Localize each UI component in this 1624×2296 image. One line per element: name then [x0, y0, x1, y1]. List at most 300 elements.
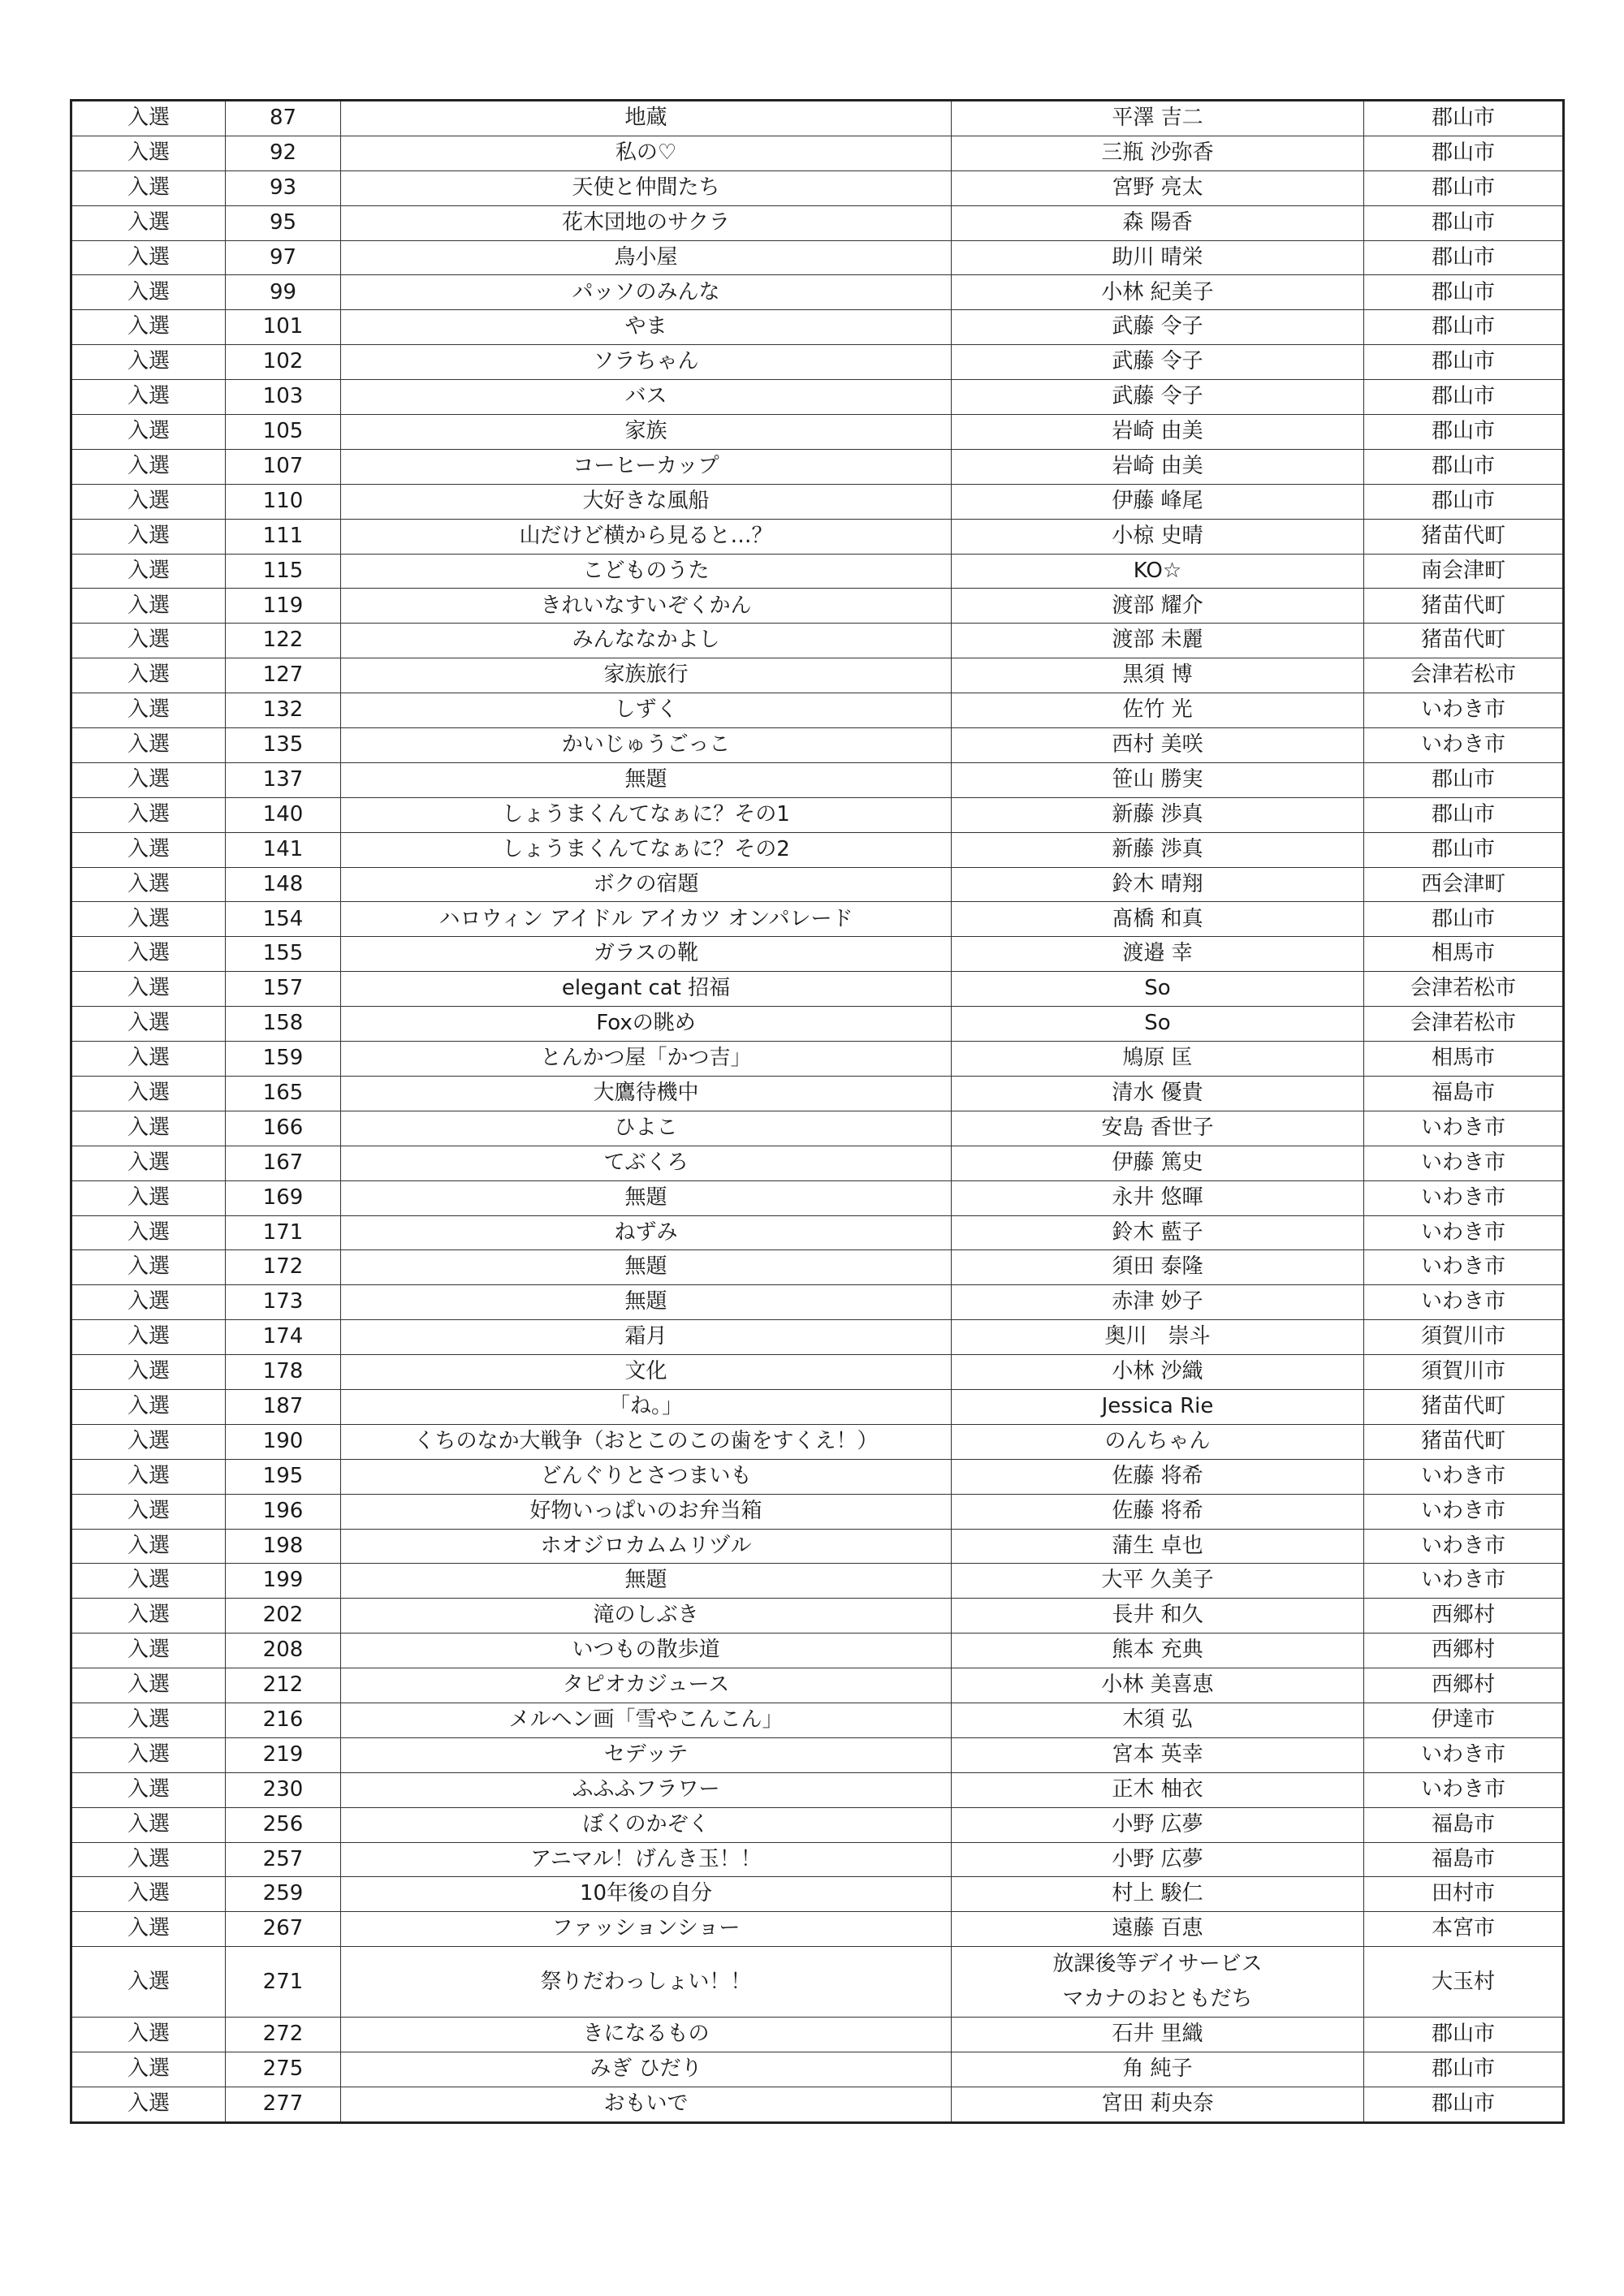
- title-cell: ソラちゃん: [341, 345, 952, 380]
- artist-name-cell: 赤津 妙子: [952, 1285, 1364, 1320]
- artist-name-cell: 佐藤 将希: [952, 1459, 1364, 1494]
- award-cell: 入選: [71, 1564, 226, 1599]
- title-cell: 大好きな風船: [341, 484, 952, 519]
- table-row: [71, 902, 1564, 937]
- city-cell: 相馬市: [1364, 937, 1564, 972]
- city-cell: いわき市: [1364, 1111, 1564, 1146]
- artist-name-cell: 宮野 亮太: [952, 170, 1364, 205]
- award-cell: 入選: [71, 1111, 226, 1146]
- artist-name-cell: 武藤 令子: [952, 345, 1364, 380]
- city-cell: 猪苗代町: [1364, 519, 1564, 554]
- table-row: [71, 1042, 1564, 1077]
- award-cell: 入選: [71, 240, 226, 275]
- table-row: [71, 240, 1564, 275]
- entry-number-cell: 140: [226, 797, 341, 832]
- city-cell: 須賀川市: [1364, 1320, 1564, 1355]
- award-cell: 入選: [71, 1947, 226, 2018]
- artist-name-cell: 小野 広夢: [952, 1807, 1364, 1842]
- artist-name-cell: のんちゃん: [952, 1424, 1364, 1459]
- award-cell: 入選: [71, 1634, 226, 1668]
- entry-number-cell: 259: [226, 1877, 341, 1912]
- title-cell: 花木団地のサクラ: [341, 205, 952, 240]
- city-cell: 福島市: [1364, 1807, 1564, 1842]
- city-cell: いわき市: [1364, 1180, 1564, 1215]
- entry-number-cell: 272: [226, 2018, 341, 2052]
- artist-name-cell: 森 陽香: [952, 205, 1364, 240]
- artist-name-cell: 蒲生 卓也: [952, 1529, 1364, 1564]
- table-row: [71, 554, 1564, 589]
- artist-name-cell: KO☆: [952, 554, 1364, 589]
- title-cell: 無題: [341, 1564, 952, 1599]
- award-cell: 入選: [71, 972, 226, 1007]
- entry-number-cell: 102: [226, 345, 341, 380]
- artist-name-cell: 岩崎 由美: [952, 449, 1364, 484]
- title-cell: とんかつ屋「かつ吉」: [341, 1042, 952, 1077]
- city-cell: いわき市: [1364, 728, 1564, 763]
- award-cell: 入選: [71, 1076, 226, 1111]
- city-cell: いわき市: [1364, 1285, 1564, 1320]
- title-cell: 「ね。」: [341, 1389, 952, 1424]
- table-row: [71, 589, 1564, 624]
- title-cell: パッソのみんな: [341, 275, 952, 310]
- award-cell: 入選: [71, 1250, 226, 1285]
- table-row: [71, 1877, 1564, 1912]
- award-cell: 入選: [71, 1877, 226, 1912]
- table-row: [71, 658, 1564, 693]
- award-results-table: [70, 99, 1565, 2124]
- entry-number-cell: 110: [226, 484, 341, 519]
- title-cell: 家族: [341, 415, 952, 450]
- entry-number-cell: 154: [226, 902, 341, 937]
- artist-name-cell: 小野 広夢: [952, 1842, 1364, 1877]
- award-cell: 入選: [71, 101, 226, 136]
- entry-number-cell: 172: [226, 1250, 341, 1285]
- award-cell: 入選: [71, 170, 226, 205]
- entry-number-cell: 167: [226, 1146, 341, 1180]
- entry-number-cell: 103: [226, 380, 341, 415]
- table-row: [71, 867, 1564, 902]
- table-row: [71, 275, 1564, 310]
- city-cell: いわき市: [1364, 1529, 1564, 1564]
- city-cell: 郡山市: [1364, 240, 1564, 275]
- table-row: [71, 1703, 1564, 1737]
- city-cell: 会津若松市: [1364, 1007, 1564, 1042]
- title-cell: ガラスの靴: [341, 937, 952, 972]
- award-cell: 入選: [71, 1146, 226, 1180]
- city-cell: 郡山市: [1364, 170, 1564, 205]
- artist-name-cell: Jessica Rie: [952, 1389, 1364, 1424]
- award-cell: 入選: [71, 1355, 226, 1390]
- title-cell: きになるもの: [341, 2018, 952, 2052]
- table-row: [71, 1459, 1564, 1494]
- city-cell: 郡山市: [1364, 345, 1564, 380]
- city-cell: 郡山市: [1364, 101, 1564, 136]
- city-cell: 本宮市: [1364, 1912, 1564, 1947]
- award-cell: 入選: [71, 449, 226, 484]
- title-cell: ファッションショー: [341, 1912, 952, 1947]
- artist-name-cell: [952, 1947, 1364, 2018]
- table-row: [71, 1389, 1564, 1424]
- artist-name-cell: 小林 沙織: [952, 1355, 1364, 1390]
- entry-number-cell: 119: [226, 589, 341, 624]
- award-cell: 入選: [71, 1737, 226, 1772]
- entry-number-cell: 159: [226, 1042, 341, 1077]
- table-row: [71, 1320, 1564, 1355]
- entry-number-cell: 169: [226, 1180, 341, 1215]
- artist-name-cell: 新藤 渉真: [952, 832, 1364, 867]
- award-cell: 入選: [71, 728, 226, 763]
- artist-name-cell: 笹山 勝実: [952, 762, 1364, 797]
- artist-name-cell: 鈴木 藍子: [952, 1215, 1364, 1250]
- city-cell: いわき市: [1364, 1737, 1564, 1772]
- award-cell: 入選: [71, 624, 226, 658]
- title-cell: 大鷹待機中: [341, 1076, 952, 1111]
- entry-number-cell: 196: [226, 1494, 341, 1529]
- award-cell: 入選: [71, 1494, 226, 1529]
- title-cell: 無題: [341, 1180, 952, 1215]
- table-row: [71, 1772, 1564, 1807]
- city-cell: 郡山市: [1364, 762, 1564, 797]
- table-row: [71, 2018, 1564, 2052]
- artist-name-cell: 熊本 充典: [952, 1634, 1364, 1668]
- artist-name-cell: 角 純子: [952, 2052, 1364, 2087]
- title-cell: 私の♡: [341, 136, 952, 170]
- entry-number-cell: 202: [226, 1599, 341, 1634]
- award-cell: 入選: [71, 762, 226, 797]
- title-cell: 鳥小屋: [341, 240, 952, 275]
- award-cell: 入選: [71, 554, 226, 589]
- entry-number-cell: 97: [226, 240, 341, 275]
- title-cell: 無題: [341, 1250, 952, 1285]
- city-cell: 郡山市: [1364, 902, 1564, 937]
- table-row: [71, 1564, 1564, 1599]
- title-cell: やま: [341, 310, 952, 345]
- award-cell: 入選: [71, 1007, 226, 1042]
- table-row: [71, 101, 1564, 136]
- entry-number-cell: 171: [226, 1215, 341, 1250]
- table-row: [71, 1076, 1564, 1111]
- table-row: [71, 415, 1564, 450]
- entry-number-cell: 122: [226, 624, 341, 658]
- artist-name-cell: 大平 久美子: [952, 1564, 1364, 1599]
- title-cell: タピオカジュース: [341, 1668, 952, 1703]
- title-cell: ぼくのかぞく: [341, 1807, 952, 1842]
- city-cell: 郡山市: [1364, 310, 1564, 345]
- entry-number-cell: 267: [226, 1912, 341, 1947]
- table-row: [71, 762, 1564, 797]
- title-cell: Foxの眺め: [341, 1007, 952, 1042]
- artist-name-cell: So: [952, 1007, 1364, 1042]
- artist-name-cell: 佐藤 将希: [952, 1494, 1364, 1529]
- artist-name-cell: 遠藤 百恵: [952, 1912, 1364, 1947]
- city-cell: 郡山市: [1364, 205, 1564, 240]
- entry-number-cell: 230: [226, 1772, 341, 1807]
- artist-name-cell: 村上 駿仁: [952, 1877, 1364, 1912]
- entry-number-cell: 148: [226, 867, 341, 902]
- table-row: [71, 1215, 1564, 1250]
- award-cell: 入選: [71, 1042, 226, 1077]
- award-cell: 入選: [71, 867, 226, 902]
- entry-number-cell: 166: [226, 1111, 341, 1146]
- artist-name-cell: 三瓶 沙弥香: [952, 136, 1364, 170]
- award-cell: 入選: [71, 275, 226, 310]
- award-cell: 入選: [71, 1807, 226, 1842]
- award-cell: 入選: [71, 1320, 226, 1355]
- city-cell: 郡山市: [1364, 449, 1564, 484]
- award-cell: 入選: [71, 484, 226, 519]
- city-cell: 猪苗代町: [1364, 1424, 1564, 1459]
- artist-name-cell: 宮田 莉央奈: [952, 2087, 1364, 2122]
- entry-number-cell: 174: [226, 1320, 341, 1355]
- entry-number-cell: 155: [226, 937, 341, 972]
- table-row: [71, 1529, 1564, 1564]
- city-cell: いわき市: [1364, 1494, 1564, 1529]
- title-cell: アニマル！げんき玉！！: [341, 1842, 952, 1877]
- city-cell: 伊達市: [1364, 1703, 1564, 1737]
- table-row: [71, 1355, 1564, 1390]
- table-row: [71, 1947, 1564, 2018]
- city-cell: いわき市: [1364, 1459, 1564, 1494]
- award-cell: 入選: [71, 2018, 226, 2052]
- award-cell: 入選: [71, 1668, 226, 1703]
- city-cell: 郡山市: [1364, 484, 1564, 519]
- table-row: [71, 797, 1564, 832]
- artist-name-cell: 鳩原 匡: [952, 1042, 1364, 1077]
- table-row: [71, 1912, 1564, 1947]
- table-row: [71, 2052, 1564, 2087]
- award-cell: 入選: [71, 380, 226, 415]
- city-cell: 郡山市: [1364, 2052, 1564, 2087]
- award-cell: 入選: [71, 797, 226, 832]
- city-cell: 会津若松市: [1364, 658, 1564, 693]
- city-cell: 郡山市: [1364, 380, 1564, 415]
- city-cell: いわき市: [1364, 1146, 1564, 1180]
- city-cell: 西郷村: [1364, 1634, 1564, 1668]
- city-cell: 郡山市: [1364, 415, 1564, 450]
- artist-name-cell: 奥川 崇斗: [952, 1320, 1364, 1355]
- city-cell: 郡山市: [1364, 832, 1564, 867]
- entry-number-cell: 173: [226, 1285, 341, 1320]
- city-cell: 田村市: [1364, 1877, 1564, 1912]
- artist-name-cell: 渡邉 幸: [952, 937, 1364, 972]
- title-cell: みんななかよし: [341, 624, 952, 658]
- title-cell: 10年後の自分: [341, 1877, 952, 1912]
- award-cell: 入選: [71, 589, 226, 624]
- award-cell: 入選: [71, 937, 226, 972]
- artist-name-cell: 西村 美咲: [952, 728, 1364, 763]
- title-cell: きれいなすいぞくかん: [341, 589, 952, 624]
- city-cell: 大玉村: [1364, 1947, 1564, 2018]
- artist-name-cell: 佐竹 光: [952, 693, 1364, 728]
- artist-name-cell: 宮本 英幸: [952, 1737, 1364, 1772]
- award-cell: 入選: [71, 1389, 226, 1424]
- artist-name-line-2: マカナのおともだち: [1062, 1987, 1253, 2012]
- table-body: [71, 101, 1564, 2123]
- title-cell: ふふふフラワー: [341, 1772, 952, 1807]
- artist-name-cell: 伊藤 峰尾: [952, 484, 1364, 519]
- table-row: [71, 728, 1564, 763]
- table-row: [71, 136, 1564, 170]
- title-cell: しずく: [341, 693, 952, 728]
- entry-number-cell: 137: [226, 762, 341, 797]
- entry-number-cell: 101: [226, 310, 341, 345]
- table-row: [71, 380, 1564, 415]
- award-cell: 入選: [71, 1424, 226, 1459]
- award-cell: 入選: [71, 415, 226, 450]
- city-cell: 郡山市: [1364, 797, 1564, 832]
- entry-number-cell: 87: [226, 101, 341, 136]
- entry-number-cell: 198: [226, 1529, 341, 1564]
- title-cell: ボクの宿題: [341, 867, 952, 902]
- title-cell: ひよこ: [341, 1111, 952, 1146]
- artist-name-cell: 小林 美喜恵: [952, 1668, 1364, 1703]
- award-cell: 入選: [71, 1459, 226, 1494]
- title-cell: 無題: [341, 1285, 952, 1320]
- artist-name-cell: 清水 優貴: [952, 1076, 1364, 1111]
- title-cell: おもいで: [341, 2087, 952, 2122]
- artist-name-cell: 黒須 博: [952, 658, 1364, 693]
- title-cell: ハロウィン アイドル アイカツ オンパレード: [341, 902, 952, 937]
- artist-name-cell: 助川 晴栄: [952, 240, 1364, 275]
- artist-name-cell: 小林 紀美子: [952, 275, 1364, 310]
- entry-number-cell: 275: [226, 2052, 341, 2087]
- city-cell: いわき市: [1364, 1250, 1564, 1285]
- entry-number-cell: 105: [226, 415, 341, 450]
- table-row: [71, 1737, 1564, 1772]
- city-cell: 福島市: [1364, 1076, 1564, 1111]
- artist-name-line-1: 放課後等デイサービス: [1052, 1952, 1263, 1977]
- artist-name-cell: 伊藤 篤史: [952, 1146, 1364, 1180]
- table-row: [71, 693, 1564, 728]
- title-cell: しょうまくんてなぁに？その1: [341, 797, 952, 832]
- artist-name-cell: So: [952, 972, 1364, 1007]
- table-row: [71, 1634, 1564, 1668]
- city-cell: 猪苗代町: [1364, 589, 1564, 624]
- city-cell: 相馬市: [1364, 1042, 1564, 1077]
- artist-name-cell: 渡部 未麗: [952, 624, 1364, 658]
- city-cell: 郡山市: [1364, 2087, 1564, 2122]
- artist-name-cell: 小椋 史晴: [952, 519, 1364, 554]
- table-row: [71, 1424, 1564, 1459]
- artist-name-cell: 新藤 渉真: [952, 797, 1364, 832]
- title-cell: 山だけど横から見ると…？: [341, 519, 952, 554]
- entry-number-cell: 178: [226, 1355, 341, 1390]
- city-cell: 西郷村: [1364, 1599, 1564, 1634]
- title-cell: 地蔵: [341, 101, 952, 136]
- entry-number-cell: 190: [226, 1424, 341, 1459]
- award-cell: 入選: [71, 693, 226, 728]
- title-cell: 霜月: [341, 1320, 952, 1355]
- entry-number-cell: 92: [226, 136, 341, 170]
- title-cell: 文化: [341, 1355, 952, 1390]
- table-row: [71, 1668, 1564, 1703]
- entry-number-cell: 107: [226, 449, 341, 484]
- artist-name-cell: 須田 泰隆: [952, 1250, 1364, 1285]
- entry-number-cell: 111: [226, 519, 341, 554]
- artist-name-cell: 永井 悠暉: [952, 1180, 1364, 1215]
- artist-name-cell: 武藤 令子: [952, 380, 1364, 415]
- award-cell: 入選: [71, 1599, 226, 1634]
- entry-number-cell: 165: [226, 1076, 341, 1111]
- table-row: [71, 1494, 1564, 1529]
- entry-number-cell: 95: [226, 205, 341, 240]
- entry-number-cell: 257: [226, 1842, 341, 1877]
- award-cell: 入選: [71, 1529, 226, 1564]
- award-cell: 入選: [71, 2087, 226, 2122]
- title-cell: しょうまくんてなぁに？その2: [341, 832, 952, 867]
- title-cell: 滝のしぶき: [341, 1599, 952, 1634]
- title-cell: みぎ ひだり: [341, 2052, 952, 2087]
- table-row: [71, 624, 1564, 658]
- table-row: [71, 1842, 1564, 1877]
- artist-name-cell: 渡部 耀介: [952, 589, 1364, 624]
- table-row: [71, 1111, 1564, 1146]
- entry-number-cell: 256: [226, 1807, 341, 1842]
- results-sheet: [70, 99, 1562, 2124]
- title-cell: メルヘン画「雪やこんこん」: [341, 1703, 952, 1737]
- award-cell: 入選: [71, 1912, 226, 1947]
- title-cell: くちのなか大戦争（おとこのこの歯をすくえ！）: [341, 1424, 952, 1459]
- entry-number-cell: 93: [226, 170, 341, 205]
- city-cell: 郡山市: [1364, 275, 1564, 310]
- city-cell: 郡山市: [1364, 2018, 1564, 2052]
- table-row: [71, 832, 1564, 867]
- artist-name-cell: 正木 柚衣: [952, 1772, 1364, 1807]
- table-row: [71, 519, 1564, 554]
- title-cell: どんぐりとさつまいも: [341, 1459, 952, 1494]
- city-cell: いわき市: [1364, 693, 1564, 728]
- entry-number-cell: 277: [226, 2087, 341, 2122]
- table-row: [71, 345, 1564, 380]
- award-cell: 入選: [71, 1180, 226, 1215]
- title-cell: いつもの散歩道: [341, 1634, 952, 1668]
- award-cell: 入選: [71, 345, 226, 380]
- entry-number-cell: 212: [226, 1668, 341, 1703]
- award-cell: 入選: [71, 832, 226, 867]
- table-row: [71, 1250, 1564, 1285]
- entry-number-cell: 135: [226, 728, 341, 763]
- table-row: [71, 170, 1564, 205]
- award-cell: 入選: [71, 1772, 226, 1807]
- artist-name-cell: 石井 里織: [952, 2018, 1364, 2052]
- artist-name-cell: 岩崎 由美: [952, 415, 1364, 450]
- artist-name-cell: 長井 和久: [952, 1599, 1364, 1634]
- city-cell: いわき市: [1364, 1772, 1564, 1807]
- award-cell: 入選: [71, 1285, 226, 1320]
- table-row: [71, 937, 1564, 972]
- award-cell: 入選: [71, 902, 226, 937]
- city-cell: 南会津町: [1364, 554, 1564, 589]
- title-cell: ねずみ: [341, 1215, 952, 1250]
- table-row: [71, 1599, 1564, 1634]
- title-cell: こどものうた: [341, 554, 952, 589]
- title-cell: セデッテ: [341, 1737, 952, 1772]
- entry-number-cell: 141: [226, 832, 341, 867]
- title-cell: 好物いっぱいのお弁当箱: [341, 1494, 952, 1529]
- entry-number-cell: 115: [226, 554, 341, 589]
- table-row: [71, 484, 1564, 519]
- entry-number-cell: 158: [226, 1007, 341, 1042]
- city-cell: 郡山市: [1364, 136, 1564, 170]
- table-row: [71, 1807, 1564, 1842]
- title-cell: ホオジロカムムリヅル: [341, 1529, 952, 1564]
- entry-number-cell: 157: [226, 972, 341, 1007]
- artist-name-cell: 髙橋 和真: [952, 902, 1364, 937]
- artist-name-cell: 鈴木 晴翔: [952, 867, 1364, 902]
- city-cell: 西郷村: [1364, 1668, 1564, 1703]
- entry-number-cell: 219: [226, 1737, 341, 1772]
- award-cell: 入選: [71, 1215, 226, 1250]
